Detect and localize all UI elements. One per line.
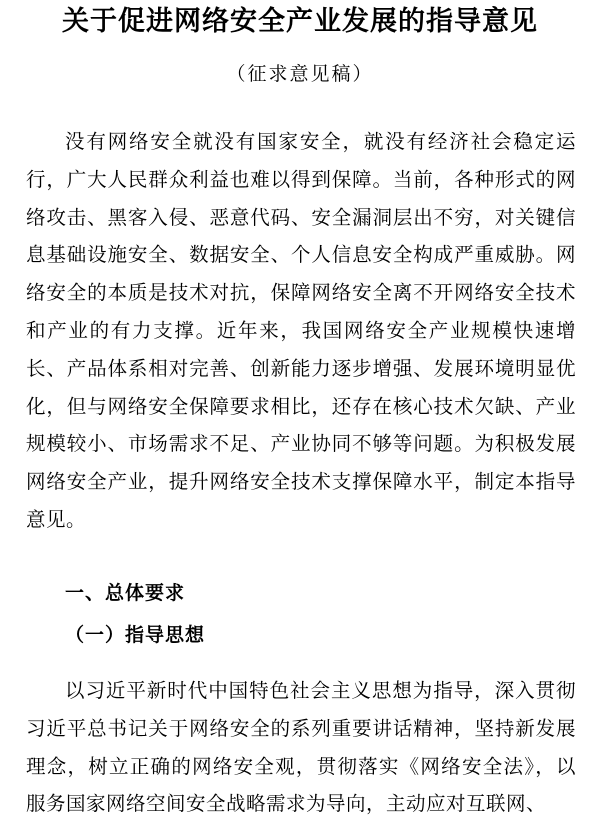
document-title: 关于促进网络安全产业发展的指导意见 <box>62 6 538 37</box>
document-subtitle: （征求意见稿） <box>226 63 374 85</box>
intro-paragraph: 没有网络安全就没有国家安全，就没有经济社会稳定运行，广大人民群众利益也难以得到保障。当前，各种形式的网络攻击、黑客入侵、恶意代码、安全漏洞层出不穷，对关键信息基础设施安全、数据安全、个人信息安全构成严重威胁。网络安全的本质是技术对抗，保障网络安全离不开网络安全技术和产业的有力支撑。近年来，我国网络安全产业规模快速增长、产品体系相对完善、创新能力逐步增强、发展环境明显优化，但与网络安全保障要求相比，还存在核心技术欠缺、产业规模较小、市场需求不足、产业协同不够等问题。为积极发展网络安全产业，提升网络安全技术支撑保障水平，制定本指导意见。 <box>26 130 576 531</box>
subsection-heading-guiding-ideology <box>65 620 205 650</box>
guiding-ideology-paragraph: 以习近平新时代中国特色社会主义思想为指导，深入贯彻习近平总书记关于网络安全的系列重要讲话精神，坚持新发展理念，树立正确的网络安全观，贯彻落实《网络安全法》，以服务国家网络空间安全战略需求为导向，主动应对互联网、 <box>26 679 576 816</box>
subsection-heading-text: （一）指导思想 <box>65 624 206 646</box>
section-heading-general-requirements: 一、总体要求 <box>65 582 186 604</box>
